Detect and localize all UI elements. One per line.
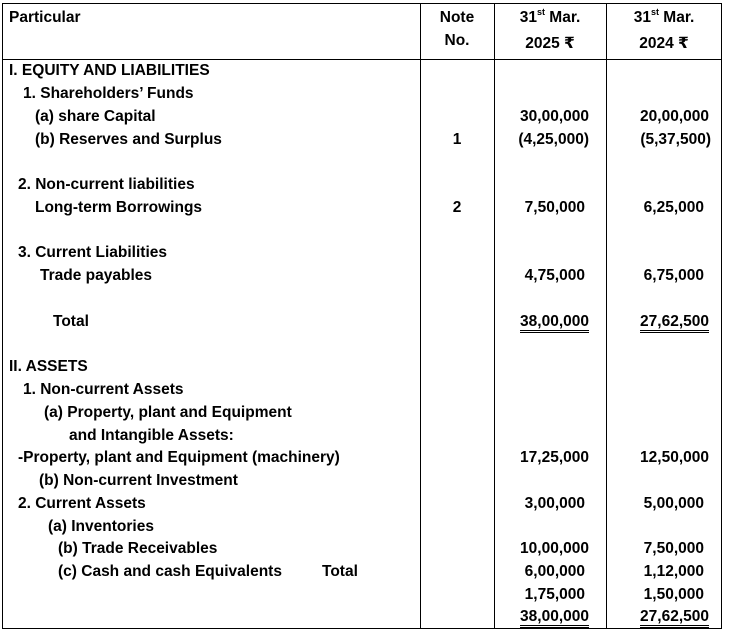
value-2025: 3,00,000 (524, 495, 585, 512)
row-label: Trade payables (40, 267, 153, 284)
value-2024: 5,00,000 (643, 495, 704, 512)
row-label: 3. Current Liabilities (18, 244, 168, 261)
header-2024-year: 2024 ₹ (639, 35, 689, 52)
value-2025: 1,75,000 (524, 586, 585, 603)
section-equity-liabilities: I. EQUITY AND LIABILITIES (9, 62, 210, 79)
header-2024-date: 31st Mar. (633, 6, 695, 26)
value-2025: 17,25,000 (520, 449, 589, 466)
row-label: 1. Non-current Assets (23, 381, 184, 398)
total-2025: 38,00,000 (494, 607, 589, 627)
note-number: 1 (452, 131, 462, 148)
row-label: Long-term Borrowings (35, 199, 203, 216)
value-2024: 12,50,000 (640, 449, 709, 466)
row-label: (b) Reserves and Surplus (35, 131, 222, 148)
note-number: 2 (452, 199, 462, 216)
row-label: 1. Shareholders’ Funds (23, 85, 194, 102)
section-assets: II. ASSETS (9, 358, 88, 375)
header-2025-date: 31st Mar. (519, 6, 581, 26)
value-2025: (4,25,000) (518, 131, 589, 148)
value-2024: 7,50,000 (643, 540, 704, 557)
header-divider (2, 59, 722, 60)
value-2024: (5,37,500) (640, 131, 711, 148)
value-2025: 4,75,000 (524, 267, 585, 284)
header-2025-year: 2025 ₹ (525, 35, 575, 52)
row-label-total: Total (53, 313, 89, 330)
total-2025: 38,00,000 (494, 312, 589, 332)
row-label: 2. Current Assets (18, 495, 146, 512)
value-2024: 20,00,000 (640, 108, 709, 125)
value-2025: 6,00,000 (524, 563, 585, 580)
row-label: -Property, plant and Equipment (machinery) (18, 449, 340, 466)
row-label: and Intangible Assets: (69, 427, 234, 444)
row-label: (a) Property, plant and Equipment (44, 404, 292, 421)
value-2024: 6,25,000 (643, 199, 704, 216)
header-note-no: No. (444, 32, 470, 49)
total-2024: 27,62,500 (606, 312, 709, 332)
value-2024: 6,75,000 (643, 267, 704, 284)
column-divider-note (420, 3, 421, 629)
value-2024: 1,50,000 (643, 586, 704, 603)
header-note: Note (439, 9, 475, 26)
row-label: (b) Trade Receivables (58, 540, 218, 557)
value-2024: 1,12,000 (643, 563, 704, 580)
value-2025: 30,00,000 (520, 108, 589, 125)
row-label: 2. Non-current liabilities (18, 176, 195, 193)
header-particular: Particular (9, 9, 81, 26)
row-label: (b) Non-current Investment (39, 472, 238, 489)
value-2025: 10,00,000 (520, 540, 589, 557)
total-2024: 27,62,500 (606, 607, 709, 627)
row-label-total: Total (322, 563, 358, 580)
row-label: (a) share Capital (35, 108, 156, 125)
value-2025: 7,50,000 (524, 199, 585, 216)
row-label: (a) Inventories (48, 518, 154, 535)
row-label: (c) Cash and cash Equivalents (58, 563, 282, 580)
